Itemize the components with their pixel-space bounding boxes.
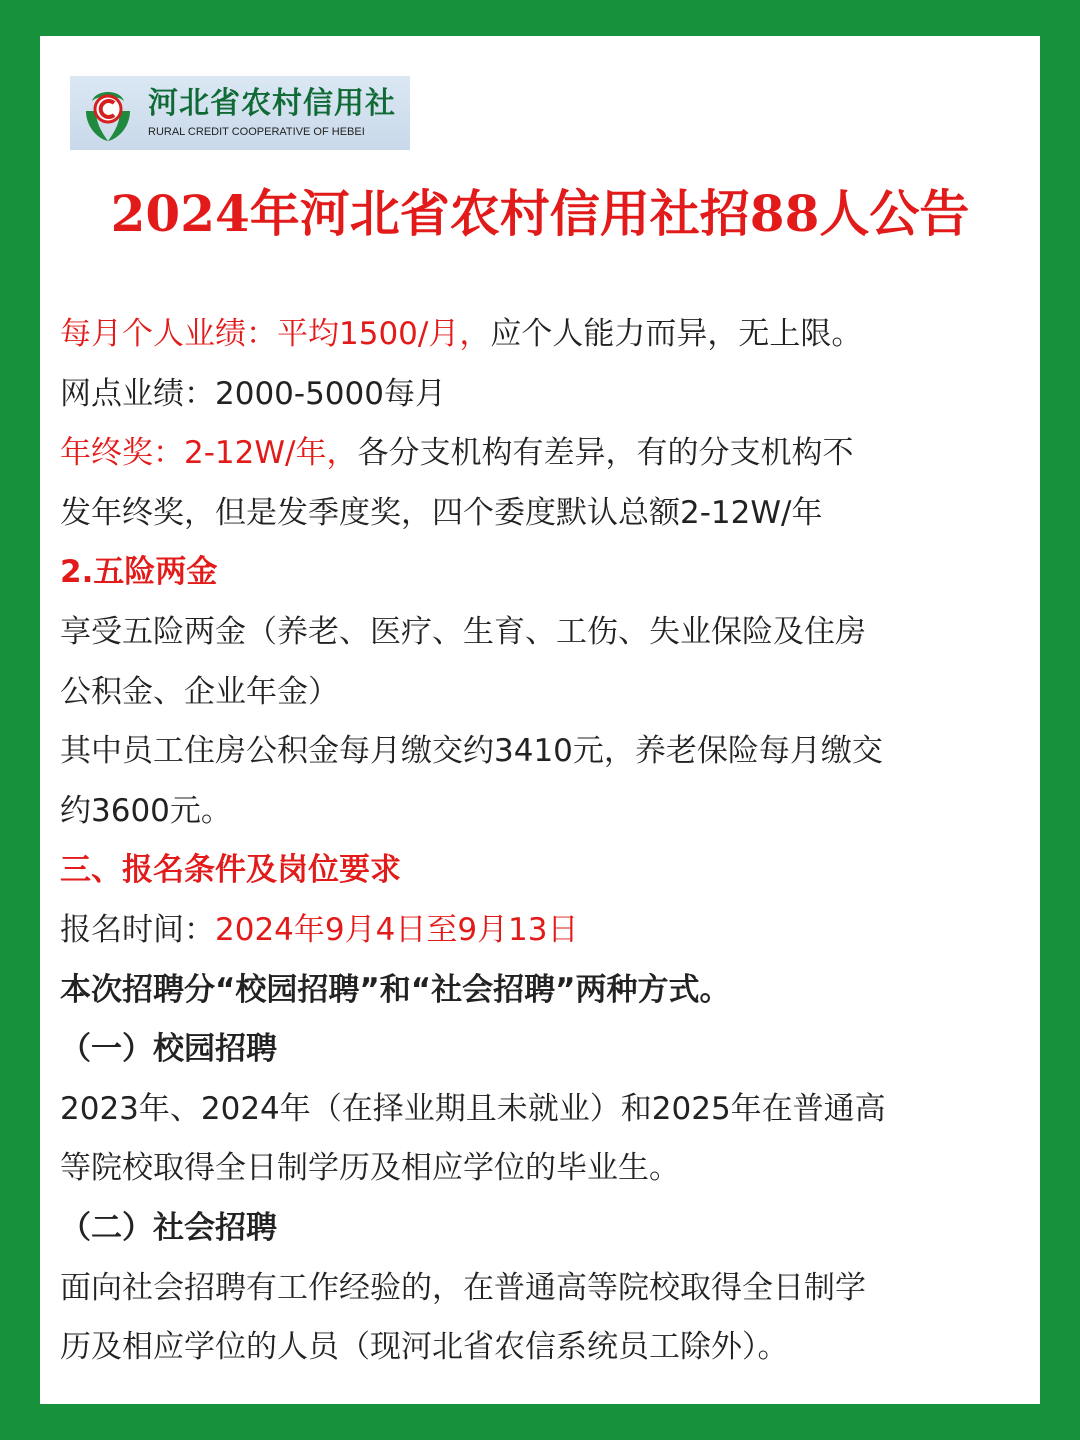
campus-heading: （一）校园招聘 <box>60 1031 277 1068</box>
insurance-text-2: 公积金、企业年金） <box>60 673 339 710</box>
bonus-text: 各分支机构有差异，有的分支机构不 <box>357 435 854 472</box>
social-text-2: 历及相应学位的人员（现河北省农信系统员工除外）。 <box>60 1329 789 1366</box>
registration-time-line <box>60 901 1020 961</box>
logo-banner <box>70 76 410 150</box>
bonus-line-2: 发年终奖，但是发季度奖，四个委度默认总额2-12W/年 <box>60 494 823 531</box>
logo-name-en: RURAL CREDIT COOPERATIVE OF HEBEI <box>148 126 365 138</box>
branch-performance-line: 网点业绩：2000-5000每月 <box>60 375 446 412</box>
campus-text-2: 等院校取得全日制学历及相应学位的毕业生。 <box>60 1150 680 1187</box>
campus-text-1: 2023年、2024年（在择业期且未就业）和2025年在普通高 <box>60 1090 886 1127</box>
logo-name-cn: 河北省农村信用社 <box>148 86 396 121</box>
page-title: 2024年河北省农村信用社招88人公告 <box>110 184 970 243</box>
monthly-performance-label: 每月个人业绩：平均1500/月， <box>60 316 491 352</box>
announcement-card <box>40 36 1040 1404</box>
recruit-methods: 本次招聘分“校园招聘”和“社会招聘”两种方式。 <box>60 971 731 1008</box>
social-text-1: 面向社会招聘有工作经验的，在普通高等院校取得全日制学 <box>60 1269 866 1306</box>
registration-time-value: 2024年9月4日至9月13日 <box>215 911 579 948</box>
monthly-performance-text: 应个人能力而异，无上限。 <box>490 316 863 352</box>
social-heading: （二）社会招聘 <box>60 1209 277 1246</box>
fund-text-1: 其中员工住房公积金每月缴交约3410元，养老保险每月缴交 <box>60 733 883 770</box>
logo-text <box>148 86 396 140</box>
registration-time-label: 报名时间： <box>60 911 215 948</box>
insurance-heading: 2.五险两金 <box>60 554 218 591</box>
monthly-performance-line <box>60 305 1020 365</box>
conditions-heading: 三、报名条件及岗位要求 <box>60 852 401 889</box>
insurance-text-1: 享受五险两金（养老、医疗、生育、工伤、失业保险及住房 <box>60 613 866 650</box>
fund-text-2: 约3600元。 <box>60 792 232 829</box>
bonus-label: 年终奖：2-12W/年， <box>60 435 358 472</box>
announcement-body <box>60 305 1020 1378</box>
bonus-line <box>60 424 1020 484</box>
rcc-logo-icon <box>76 81 140 145</box>
